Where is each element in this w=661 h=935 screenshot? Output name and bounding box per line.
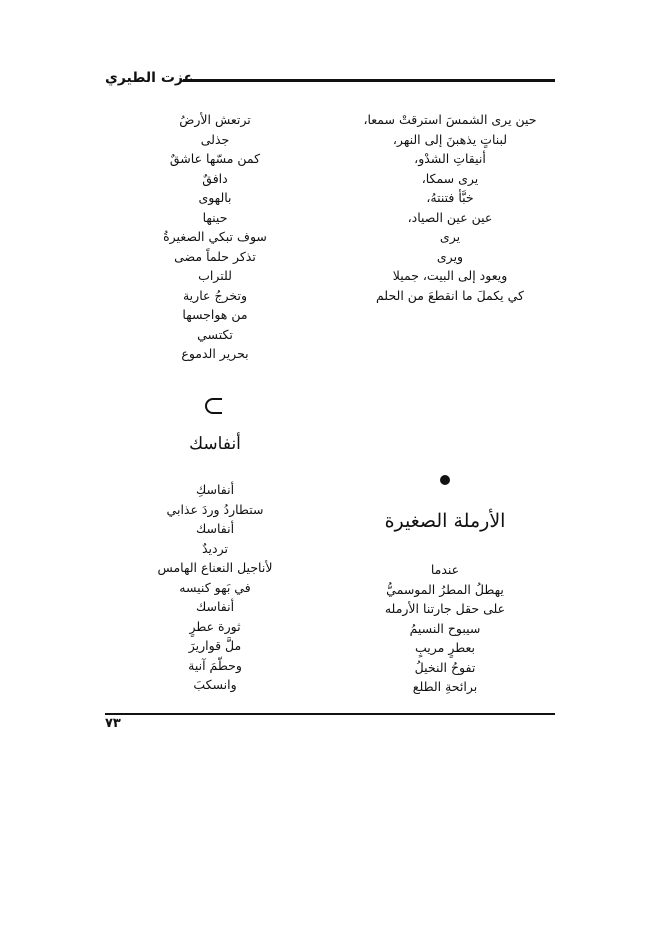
- poem-top-right: [330, 110, 570, 305]
- poem-line: وحطّمَ آنية: [188, 657, 242, 673]
- running-head-author: عزت الطيري: [105, 70, 194, 86]
- poem-line: حينها: [202, 209, 228, 225]
- poem-line: يرى: [439, 229, 461, 244]
- poem-line: بالهوى: [198, 190, 232, 205]
- poem-line: تكتسي: [197, 326, 233, 342]
- poem-line: دافقٌ: [202, 170, 228, 186]
- poem-armala-body: [330, 560, 560, 697]
- poem-line: كي يكملَ ما انقطعَ من الحلم: [375, 287, 525, 303]
- page-header: [105, 68, 555, 94]
- poem-line: ستطاردُ وردَ عذابي: [166, 501, 264, 517]
- poem-line: سيبوح النسيمُ: [409, 620, 481, 636]
- poem-anfasuk-body: [110, 480, 320, 695]
- poem-line: أنفاسك: [195, 521, 235, 536]
- poem-line: خبَّأ فتنتهُ،: [426, 190, 474, 205]
- poem-line: ترتعش الأرضُ: [179, 112, 251, 127]
- page-number: ٧٣: [105, 716, 121, 731]
- poem-line: عين عين الصياد،: [407, 209, 493, 225]
- poem-line: لأناجيل النعناع الهامس: [157, 560, 273, 575]
- poem-line: ترديدٌ: [202, 540, 228, 556]
- poem-line: ويعود إلى البيت، جميلا: [392, 268, 508, 283]
- poem-top-left: [100, 110, 330, 364]
- poem-line: بعطرٍ مريبٍ: [415, 640, 475, 655]
- poem-line: كمن مسّها عاشقٌ: [169, 151, 261, 166]
- poem-line: ويرى: [436, 248, 464, 264]
- poem-title-anfasuk: أنفاسك: [189, 434, 241, 454]
- poem-line: برائحةِ الطلع: [412, 679, 478, 694]
- poem-line: تفوحُ النخيلُ: [414, 659, 476, 675]
- poem-title-armala: الأرملة الصغيرة: [384, 510, 506, 532]
- poem-line: حين يرى الشمسَ استرقتْ سمعا،: [363, 112, 537, 127]
- poem-line: جذلى: [200, 131, 230, 147]
- poem-line: وتخرجُ عارية: [182, 287, 247, 303]
- poem-line: عندما: [430, 562, 460, 577]
- poem-line: لبناتٍ يذهبنَ إلى النهر،: [392, 131, 508, 147]
- poem-line: ثورة عطرٍ: [189, 618, 241, 634]
- poem-line: على حقل جارتنا الأرمله: [384, 601, 506, 616]
- poem-line: أنفاسكِ: [195, 482, 235, 497]
- poem-line: بحرير الدموع: [181, 346, 249, 361]
- poem-line: يهطلُ المطرُ الموسميُّ: [386, 581, 504, 597]
- poem-line: وانسكبَ: [193, 677, 237, 692]
- poem-line: للتراب: [198, 268, 232, 283]
- poem-line: تذكر حلماً مضى: [174, 248, 256, 264]
- cup-section-symbol: [205, 398, 222, 414]
- poem-line: سوف تبكي الصغيرةُ: [163, 229, 267, 244]
- poem-line: في بَهو كنيسه: [179, 579, 251, 595]
- poem-line: أنيقاتِ الشدْو،: [414, 151, 486, 166]
- poem-line: من هواجسها: [182, 307, 248, 322]
- footer-rule: [105, 713, 555, 715]
- poem-line: أنفاسك: [195, 599, 235, 614]
- header-rule: [183, 79, 555, 82]
- poem-line: يرى سمكا،: [421, 170, 479, 186]
- bullet-section-symbol: [440, 475, 450, 485]
- poem-line: ملَّ قواريرَ: [188, 638, 242, 653]
